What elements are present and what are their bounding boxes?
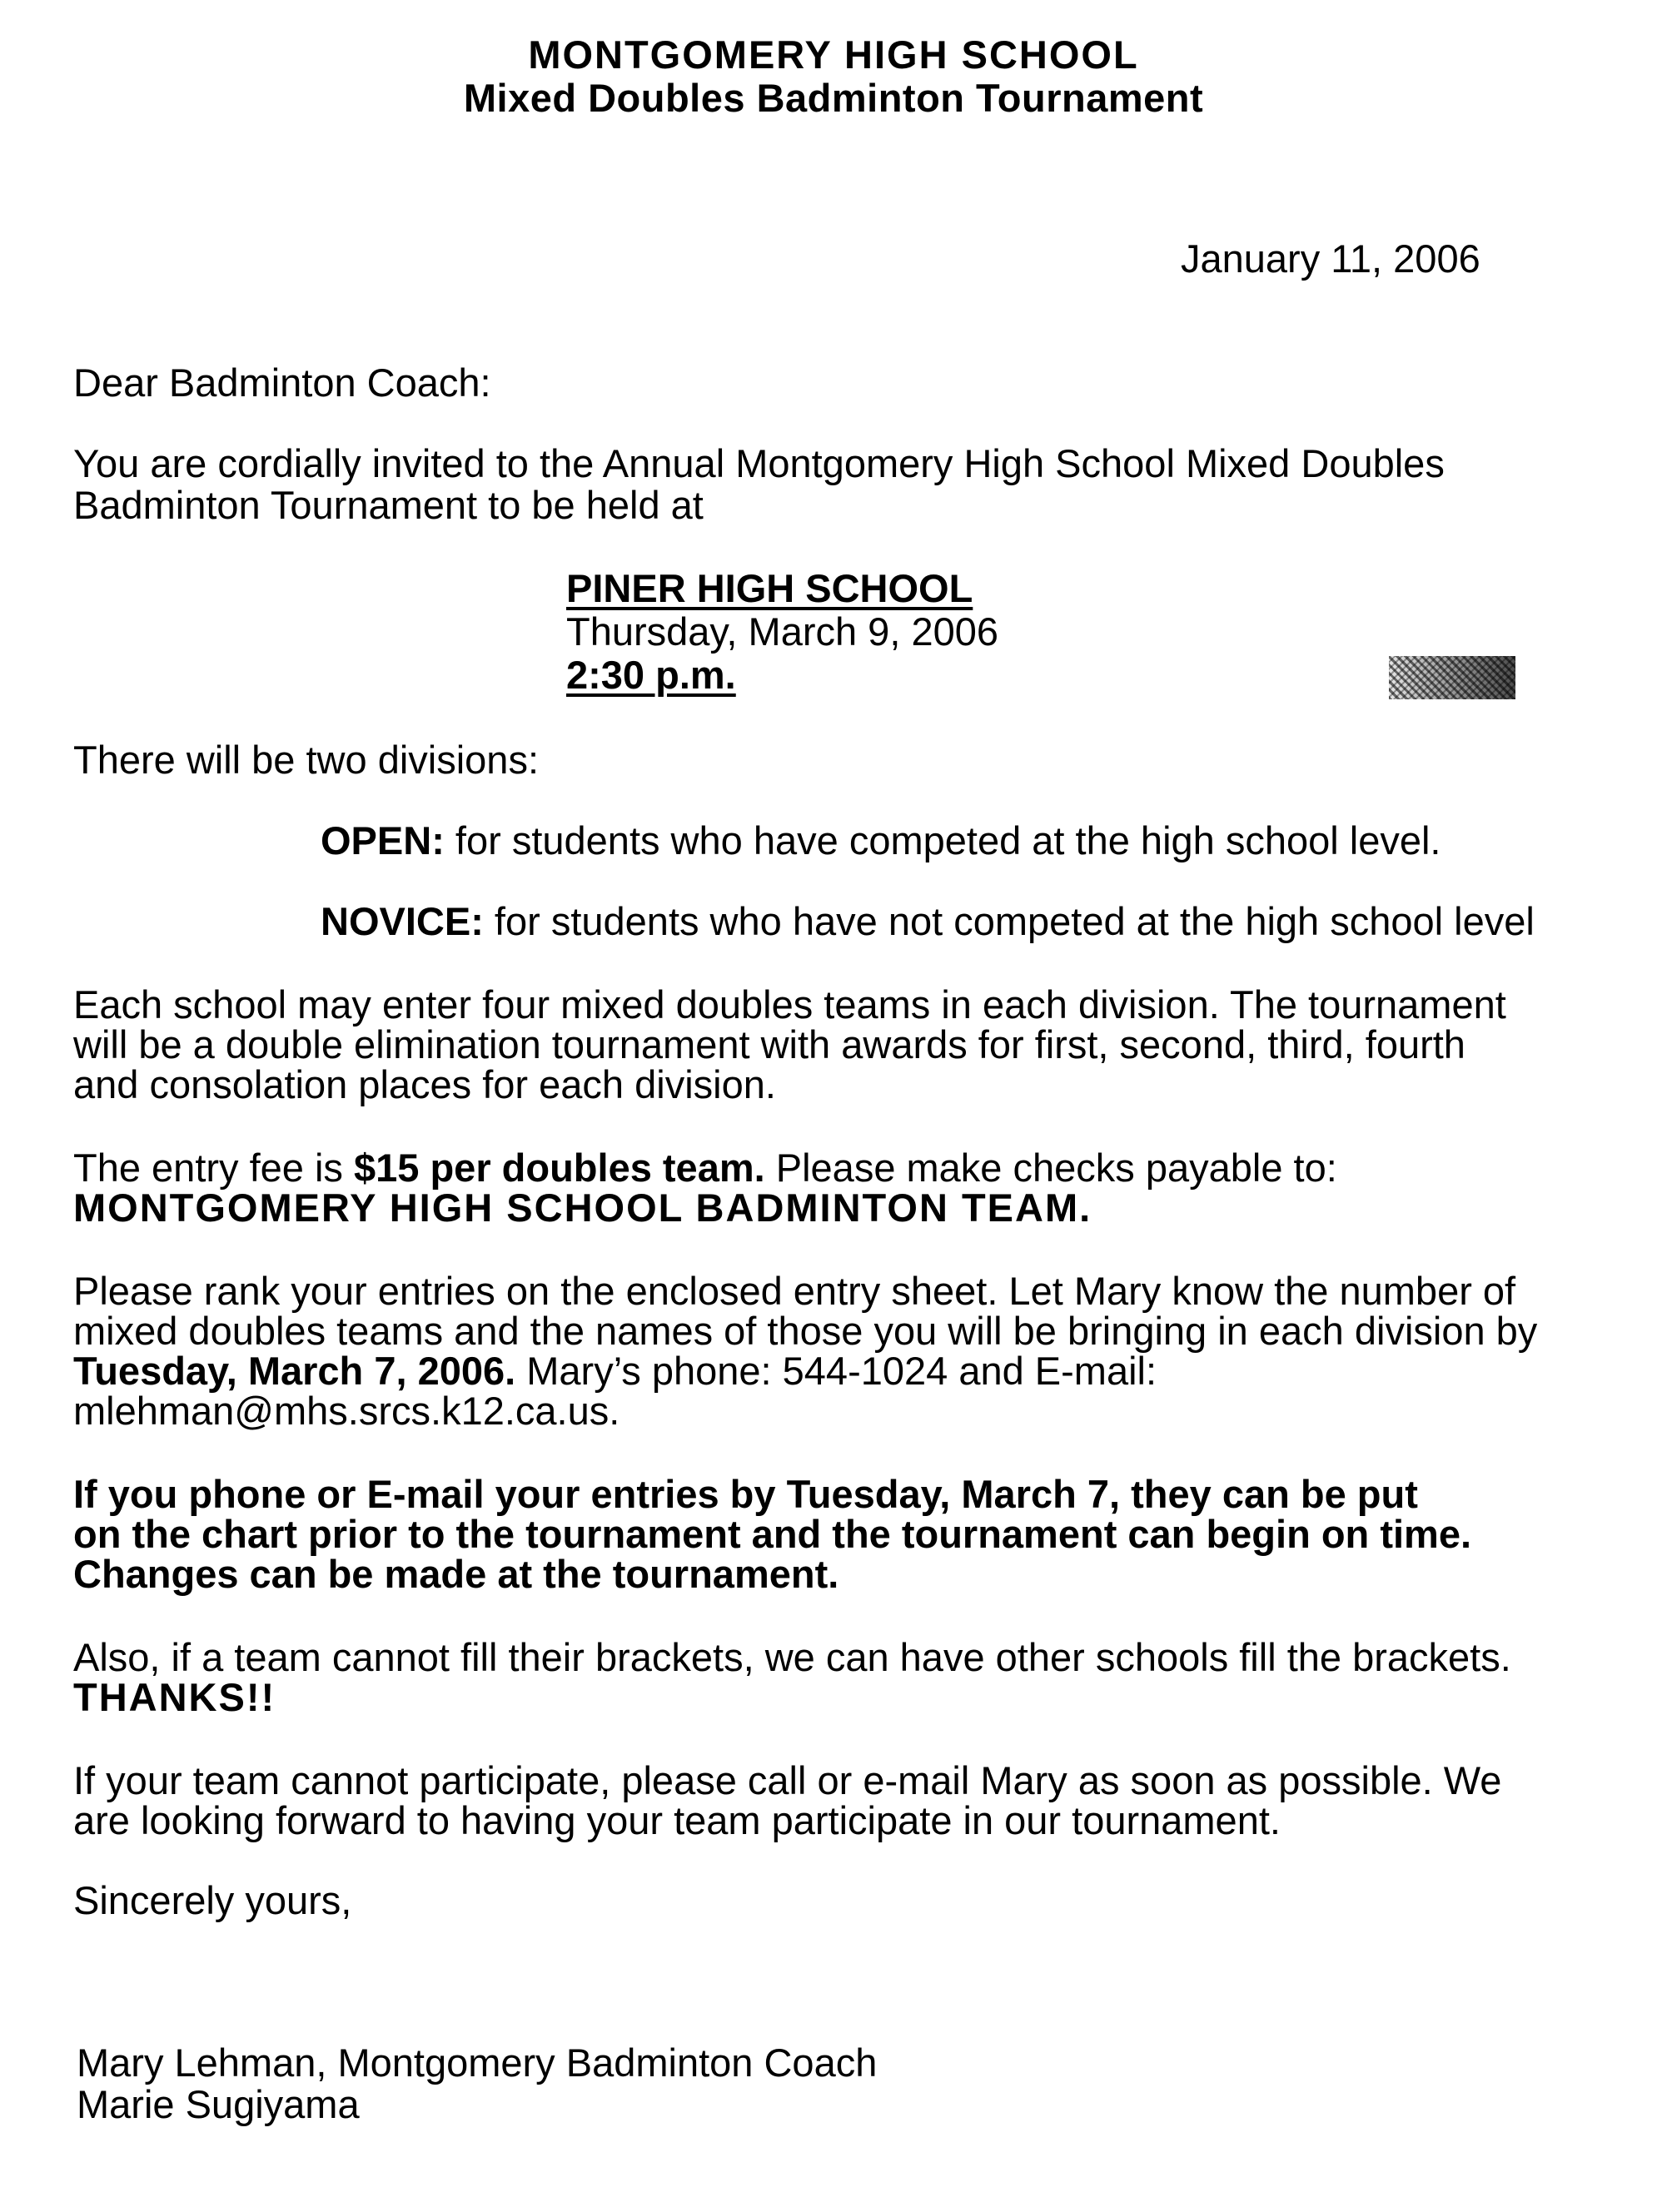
venue-time: 2:30 p.m. — [566, 653, 736, 697]
venue-date: Thursday, March 9, 2006 — [566, 609, 998, 654]
ranking-deadline: Tuesday, March 7, 2006. — [73, 1349, 516, 1393]
division-open-text: for students who have competed at the high school level. — [455, 818, 1441, 862]
fee-payee: MONTGOMERY HIGH SCHOOL BADMINTON TEAM. — [73, 1186, 1092, 1230]
intro-line-2: Badminton Tournament to be held at — [73, 483, 704, 527]
notice-line-1: If you phone or E-mail your entries by Tuesday, March 7, they can be put — [73, 1472, 1418, 1516]
letter-date: January 11, 2006 — [1181, 236, 1480, 281]
division-novice-label: NOVICE: — [321, 899, 484, 943]
cannot-line-1: If your team cannot participate, please call or e-mail Mary as soon as possible. We — [73, 1758, 1502, 1802]
fee-line — [73, 1147, 1337, 1189]
division-open — [321, 820, 1441, 862]
format-line-2: will be a double elimination tournament with awards for first, second, third, fourth — [73, 1022, 1465, 1066]
ranking-line-2: mixed doubles teams and the names of those you will be bringing in each division by — [73, 1309, 1538, 1353]
division-open-label: OPEN: — [321, 818, 445, 862]
fee-amount: $15 per doubles team. — [354, 1146, 765, 1190]
thanks-text: THANKS!! — [73, 1675, 276, 1719]
notice-line-2: on the chart prior to the tournament and the tournament can begin on time. — [73, 1512, 1472, 1556]
signer-1: Mary Lehman, Montgomery Badminton Coach — [77, 2041, 878, 2085]
brackets-line: Also, if a team cannot fill their brackets, we can have other schools fill the brackets. — [73, 1635, 1511, 1679]
ranking-line-3 — [73, 1350, 1157, 1392]
fee-suffix: Please make checks payable to: — [764, 1146, 1337, 1190]
division-novice-text: for students who have not competed at the high school level — [494, 899, 1535, 943]
event-title: Mixed Doubles Badminton Tournament — [463, 76, 1204, 120]
signer-2: Marie Sugiyama — [77, 2082, 360, 2126]
division-novice — [321, 901, 1535, 942]
cannot-line-2: are looking forward to having your team participate in our tournament. — [73, 1798, 1281, 1842]
scan-smudge — [1389, 656, 1515, 699]
fee-prefix: The entry fee is — [73, 1146, 354, 1190]
ranking-line-1: Please rank your entries on the enclosed entry sheet. Let Mary know the number of — [73, 1269, 1516, 1313]
ranking-contact: Mary’s phone: 544-1024 and E-mail: — [515, 1349, 1157, 1393]
notice-line-3: Changes can be made at the tournament. — [73, 1552, 839, 1596]
divisions-intro: There will be two divisions: — [73, 738, 539, 782]
salutation: Dear Badminton Coach: — [73, 360, 491, 405]
school-title: MONTGOMERY HIGH SCHOOL — [528, 32, 1139, 77]
format-line-1: Each school may enter four mixed doubles teams in each division. The tournament — [73, 982, 1506, 1026]
format-line-3: and consolation places for each division. — [73, 1062, 776, 1106]
ranking-email: mlehman@mhs.srcs.k12.ca.us. — [73, 1389, 620, 1433]
closing: Sincerely yours, — [73, 1878, 352, 1922]
venue-name: PINER HIGH SCHOOL — [566, 566, 973, 610]
intro-line-1: You are cordially invited to the Annual Montgomery High School Mixed Doubles — [73, 441, 1445, 485]
